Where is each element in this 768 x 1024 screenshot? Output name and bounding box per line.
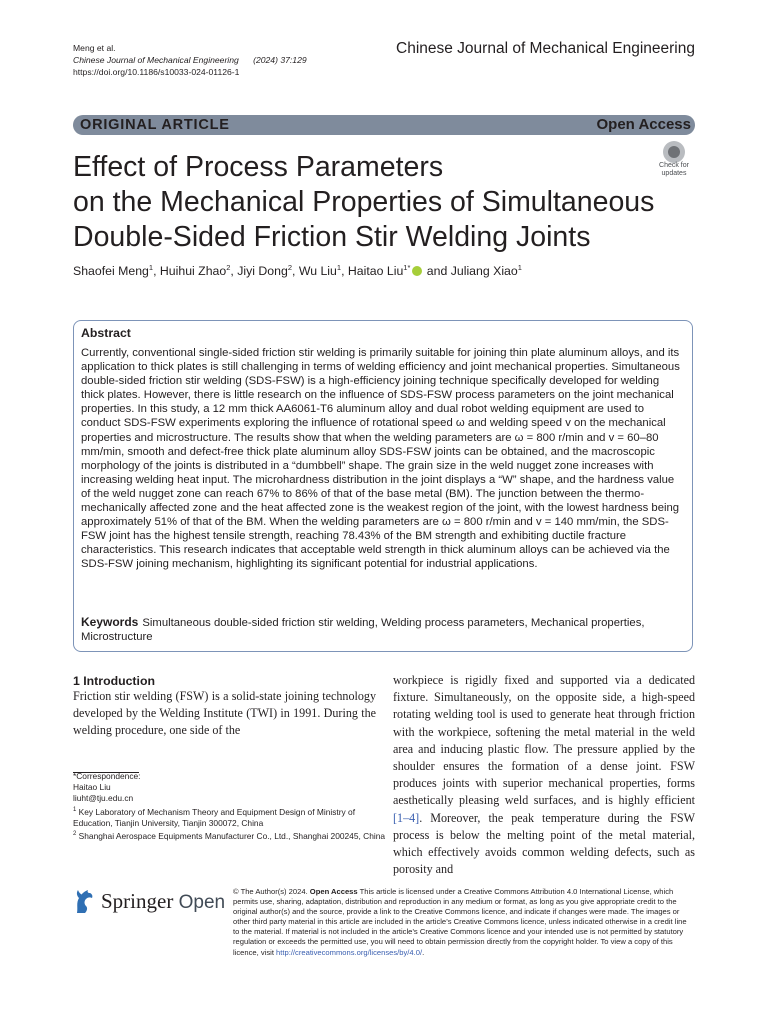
doi-link[interactable]: https://doi.org/10.1186/s10033-024-01126-1 (73, 67, 240, 77)
intro-paragraph-right: workpiece is rigidly fixed and supported via a dedicated fixture. Simultaneously, on the opposite side, a high-speed rotating welding tool is used to generate heat through friction with the workpiece, softening the metal material in the weld area and inducing plastic flow. The pressure applied by the shoulder ensures the formation of a dense joint. FSW produces joints with superior mechanical properties, forms aesthetically pleasing weld surfaces, and is highly efficient [1–4]. Moreover, the peak temperature during the FSW process is below the melting point of the metal material, which effectively avoids common welding defects, such as porosity and (393, 673, 695, 877)
abstract-text: Currently, conventional single-sided friction stir welding is primarily suitable for joining thin plate aluminum alloys, and its application to thick plates is still challenging in terms of welding efficiency and joint mechanical properties. Simultaneous double-sided friction stir welding (SDS-FSW) is a high-efficiency joining technique specifically developed for welding thick plates. However, there is little research on the influence of SDS-FSW process parameters on the joint mechanical properties. In this study, a 12 mm thick AA6061-T6 aluminum alloy and dual robot welding equipment are used to conduct SDS-FSW experiments exploring the influence of rotational speed ω and welding speed v on the mechanical properties and microstructure. The results show that when the welding parameters are ω = 800 r/min and v = 60–80 mm/min, smooth and defect-free thick plate aluminum alloy SDS-FSW joints can be obtained, and the macroscopic morphology of the joints is distributed in a “dumbbell” shape. The grain size in the weld nugget zone increases with increasing welding heat input. The microhardness distribution in the joint displays a “W” shape, and the hardness value of the weld nugget zone can reach 67% to 86% of that of the base metal (BM). The junction between the thermo-mechanically affected zone and the heat affected zone is the weakest region of the joint, with the lowest hardness being approximately 51% of that of the BM. When the welding parameters are ω = 800 r/min and v = 140 mm/min, the SDS-FSW joint has the highest tensile strength, reaching 78.43% of the BM strength and exhibiting ductile fracture characteristics. This research indicates that acceptable weld strength in thick aluminum alloys can be achieved via the SDS-FSW joining mechanism, highlighting its significant potential for industrial applications. (81, 347, 680, 571)
footnotes (73, 771, 393, 842)
author-name: Haitao Liu (347, 264, 404, 279)
springer-wordmark: Springer Open (101, 889, 226, 913)
intro-paragraph-left: Friction stir welding (FSW) is a solid-state joining technology developed by the Welding Institute (TWI) in 1991. During the welding procedure, one side of the (73, 689, 376, 738)
springer-horse-logo-icon (73, 887, 95, 915)
journal-citation: Chinese Journal of Mechanical Engineering (2024) 37:129 (73, 55, 307, 65)
title-line: on the Mechanical Properties of Simultaneous (73, 186, 655, 218)
keywords-list: Simultaneous double-sided friction stir welding, Welding process parameters, Mechanical properties, Microstructure (81, 617, 645, 644)
author-name: Wu Liu (298, 264, 337, 279)
citation-link[interactable]: [1–4] (393, 810, 420, 825)
check-updates-text: Check for updates (659, 162, 689, 177)
correspondence-name: Haitao Liu (73, 782, 111, 793)
authors-short: Meng et al. (73, 43, 116, 53)
author-name: Shaofei Meng (73, 264, 149, 279)
license-link[interactable]: http://creativecommons.org/licenses/by/4.0/ (276, 947, 423, 957)
license-text: © The Author(s) 2024. Open Access This article is licensed under a Creative Commons Attribution 4.0 International License, which permits use, sharing, adaptation, distribution and reproduction in any medium or format, as long as you give appropriate credit to the original author(s) and the source, provide a link to the Creative Commons licence, and indicate if changes were made. The images or other third party material in this article are included in the article’s Creative Commons licence, unless indicated otherwise in a credit line to the material. If material is not included in the article’s Creative Commons licence and your intended use is not permitted by statutory regulation or exceeds the permitted use, you will need to obtain permission directly from the copyright holder. To view a copy of this licence, visit http://creativecommons.org/licenses/by/4.0/. (233, 887, 687, 957)
author-name: Jiyi Dong (237, 264, 288, 279)
author-list: Shaofei Meng$^1$, Huihui Zhao$^2$, Jiyi Dong$^2$, Wu Liu$^1$, Haitao Liu$^{1*}$ and Juliang Xiao$^1$ (73, 263, 522, 279)
correspondence-email[interactable]: liuht@tju.edu.cn (73, 793, 134, 804)
journal-name: Chinese Journal of Mechanical Engineering (396, 40, 695, 57)
keywords (81, 615, 685, 644)
author-name: Huihui Zhao (159, 264, 227, 279)
correspondence-label: *Correspondence: (73, 771, 141, 781)
title-line: Double-Sided Friction Stir Welding Joints (73, 221, 591, 253)
article-title (73, 150, 673, 255)
check-for-updates-icon[interactable] (654, 141, 694, 179)
orcid-icon[interactable] (412, 266, 422, 276)
keywords-label: Keywords (81, 615, 139, 629)
article-type-label: ORIGINAL ARTICLE (80, 117, 230, 133)
check-updates-circle (663, 141, 685, 163)
open-access-label: Open Access (596, 116, 691, 133)
section-heading-introduction: 1 Introduction (73, 674, 155, 688)
springer-open-logo[interactable] (73, 887, 226, 919)
affiliation-1: $^1$ Key Laboratory of Mechanism Theory and Equipment Design of Ministry of Education, Tianjin University, Tianjin 300072, China (73, 806, 356, 828)
affiliation-2: $^2$ Shanghai Aerospace Equipments Manufacturer Co., Ltd., Shanghai 200245, China (73, 830, 386, 841)
abstract-heading: Abstract (81, 326, 131, 340)
title-line: Effect of Process Parameters (73, 151, 444, 183)
author-name: Juliang Xiao (450, 264, 518, 279)
article-meta (73, 42, 307, 78)
